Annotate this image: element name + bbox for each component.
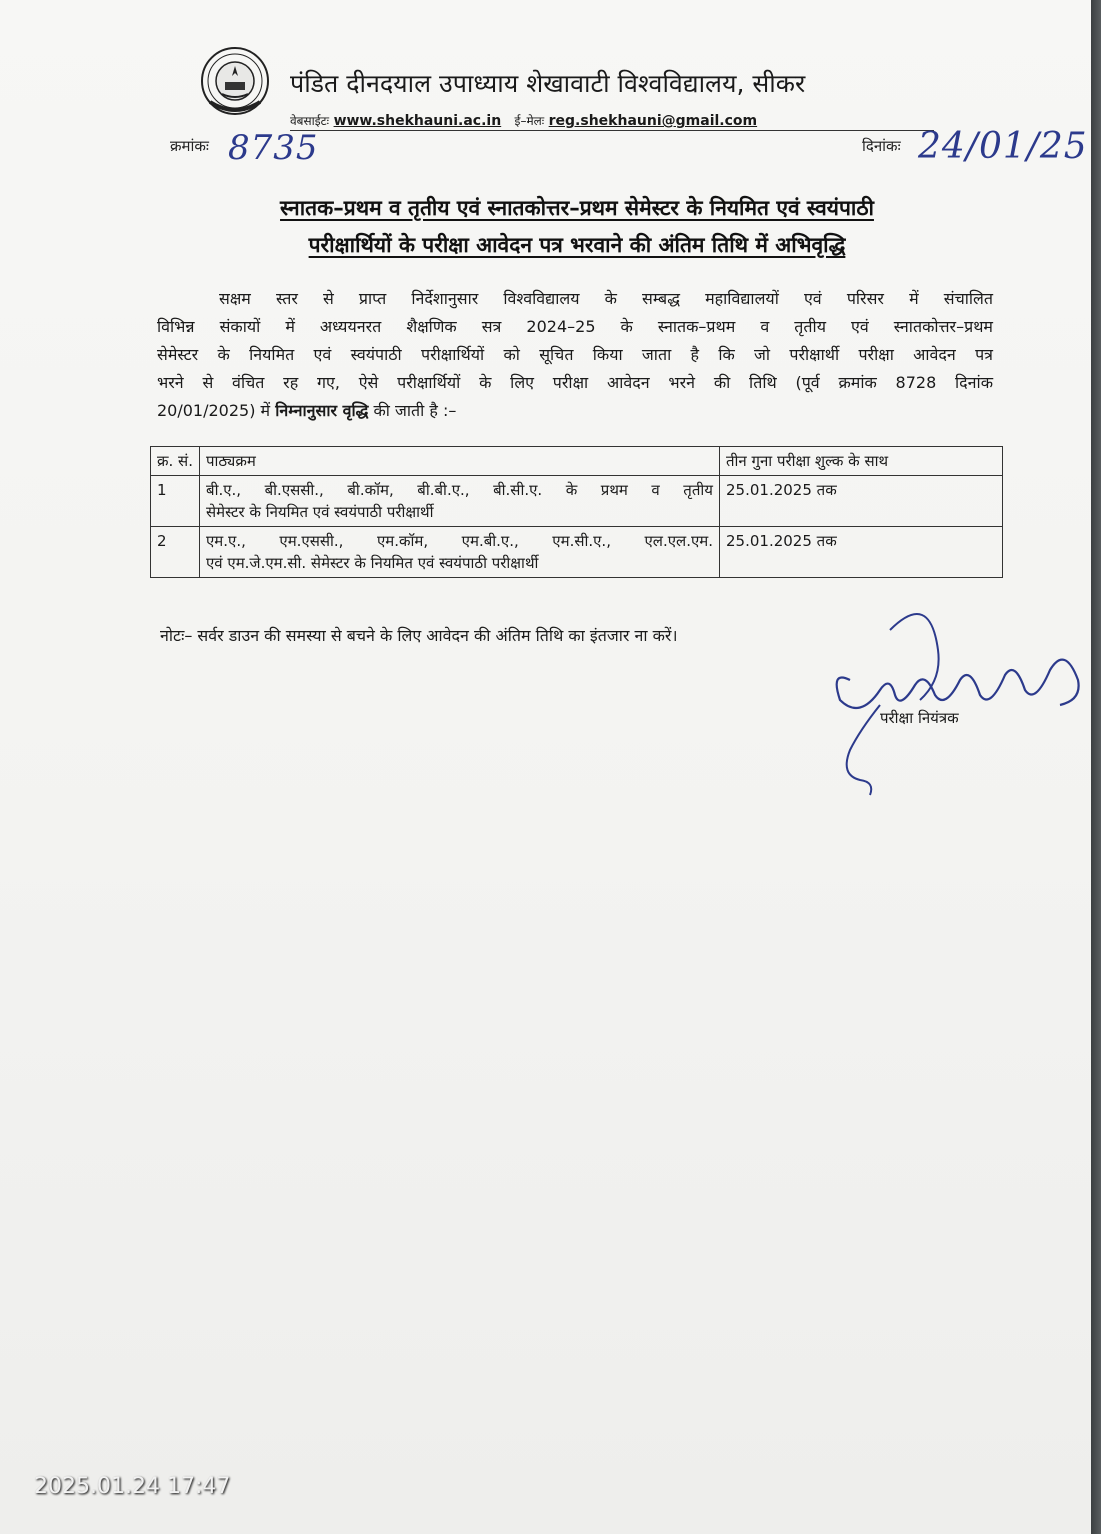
notice-title-line-2: परीक्षार्थियों के परीक्षा आवेदन पत्र भरवाने की अंतिम तिथि में अभिवृद्धि (308, 233, 846, 257)
header-fee: तीन गुना परीक्षा शुल्क के साथ (720, 447, 1003, 476)
email-label: ई–मेलः (514, 114, 545, 128)
row-course: एम.ए., एम.एससी., एम.कॉम, एम.बी.ए., एम.सी.ए., एल.एल.एम. एवं एम.जे.एम.सी. सेमेस्टर के नियमित एवं स्वयंपाठी परीक्षार्थी (200, 527, 720, 578)
reference-label: क्रमांकः (170, 137, 209, 155)
row-course: बी.ए., बी.एससी., बी.कॉम, बी.बी.ए., बी.सी.ए. के प्रथम व तृतीय सेमेस्टर के नियमित एवं स्वयंपाठी परीक्षार्थी (200, 476, 720, 527)
header-course: पाठ्यक्रम (200, 447, 720, 476)
body-line-5: 20/01/2025) में निम्नानुसार वृद्धि की जाती है :– (157, 401, 457, 420)
website-label: वेबसाईटः (290, 114, 330, 128)
reference-number: 8735 (228, 128, 319, 168)
row-date: 25.01.2025 तक (720, 476, 1003, 527)
signatory-title: परीक्षा नियंत्रक (880, 709, 959, 727)
table-row (151, 527, 1003, 578)
table-row (151, 476, 1003, 527)
schedule-table (150, 446, 1003, 578)
note-text: नोटः– सर्वर डाउन की समस्या से बचने के लिए आवेदन की अंतिम तिथि का इंतजार ना करें। (160, 626, 678, 645)
row-date: 25.01.2025 तक (720, 527, 1003, 578)
date-label: दिनांकः (862, 137, 901, 155)
university-seal-icon (200, 46, 270, 116)
body-line-3: सेमेस्टर के नियमित एवं स्वयंपाठी परीक्षार्थियों को सूचित किया जाता है कि जो परीक्षार्थी परीक्षा आवेदन पत्र (157, 345, 993, 364)
date-value: 24/01/25 (918, 126, 1088, 167)
body-line-2: विभिन्न संकायों में अध्ययनरत शैक्षणिक सत्र 2024–25 के स्नातक–प्रथम व तृतीय एवं स्नातकोत्तर–प्रथम (157, 317, 993, 336)
contact-line (290, 112, 757, 129)
signature-icon (820, 600, 1090, 800)
body-line-1: सक्षम स्तर से प्राप्त निर्देशानुसार विश्वविद्यालय के सम्बद्ध महाविद्यालयों एवं परिसर में संचालित (219, 289, 993, 308)
header-serial: क्र. सं. (151, 447, 200, 476)
extension-emphasis: निम्नानुसार वृद्धि (275, 401, 369, 420)
header-divider (290, 130, 934, 131)
notice-body (157, 285, 993, 425)
notice-title-line-1: स्नातक–प्रथम व तृतीय एवं स्नातकोत्तर–प्रथम सेमेस्टर के नियमित एवं स्वयंपाठी (280, 196, 874, 220)
university-name: पंडित दीनदयाल उपाध्याय शेखावाटी विश्वविद्यालय, सीकर (290, 69, 806, 98)
row-serial: 2 (151, 527, 200, 578)
row-serial: 1 (151, 476, 200, 527)
body-line-4: भरने से वंचित रह गए, ऐसे परीक्षार्थियों के लिए परीक्षा आवेदन भरने की तिथि (पूर्व क्रमांक 8728 दिनांक (157, 373, 993, 392)
photo-timestamp: 2025.01.24 17:47 (34, 1474, 231, 1499)
table-header-row (151, 447, 1003, 476)
background-surface (1091, 0, 1101, 1534)
email-link[interactable]: reg.shekhauni@gmail.com (548, 113, 758, 129)
website-link[interactable]: www.shekhauni.ac.in (333, 113, 502, 129)
